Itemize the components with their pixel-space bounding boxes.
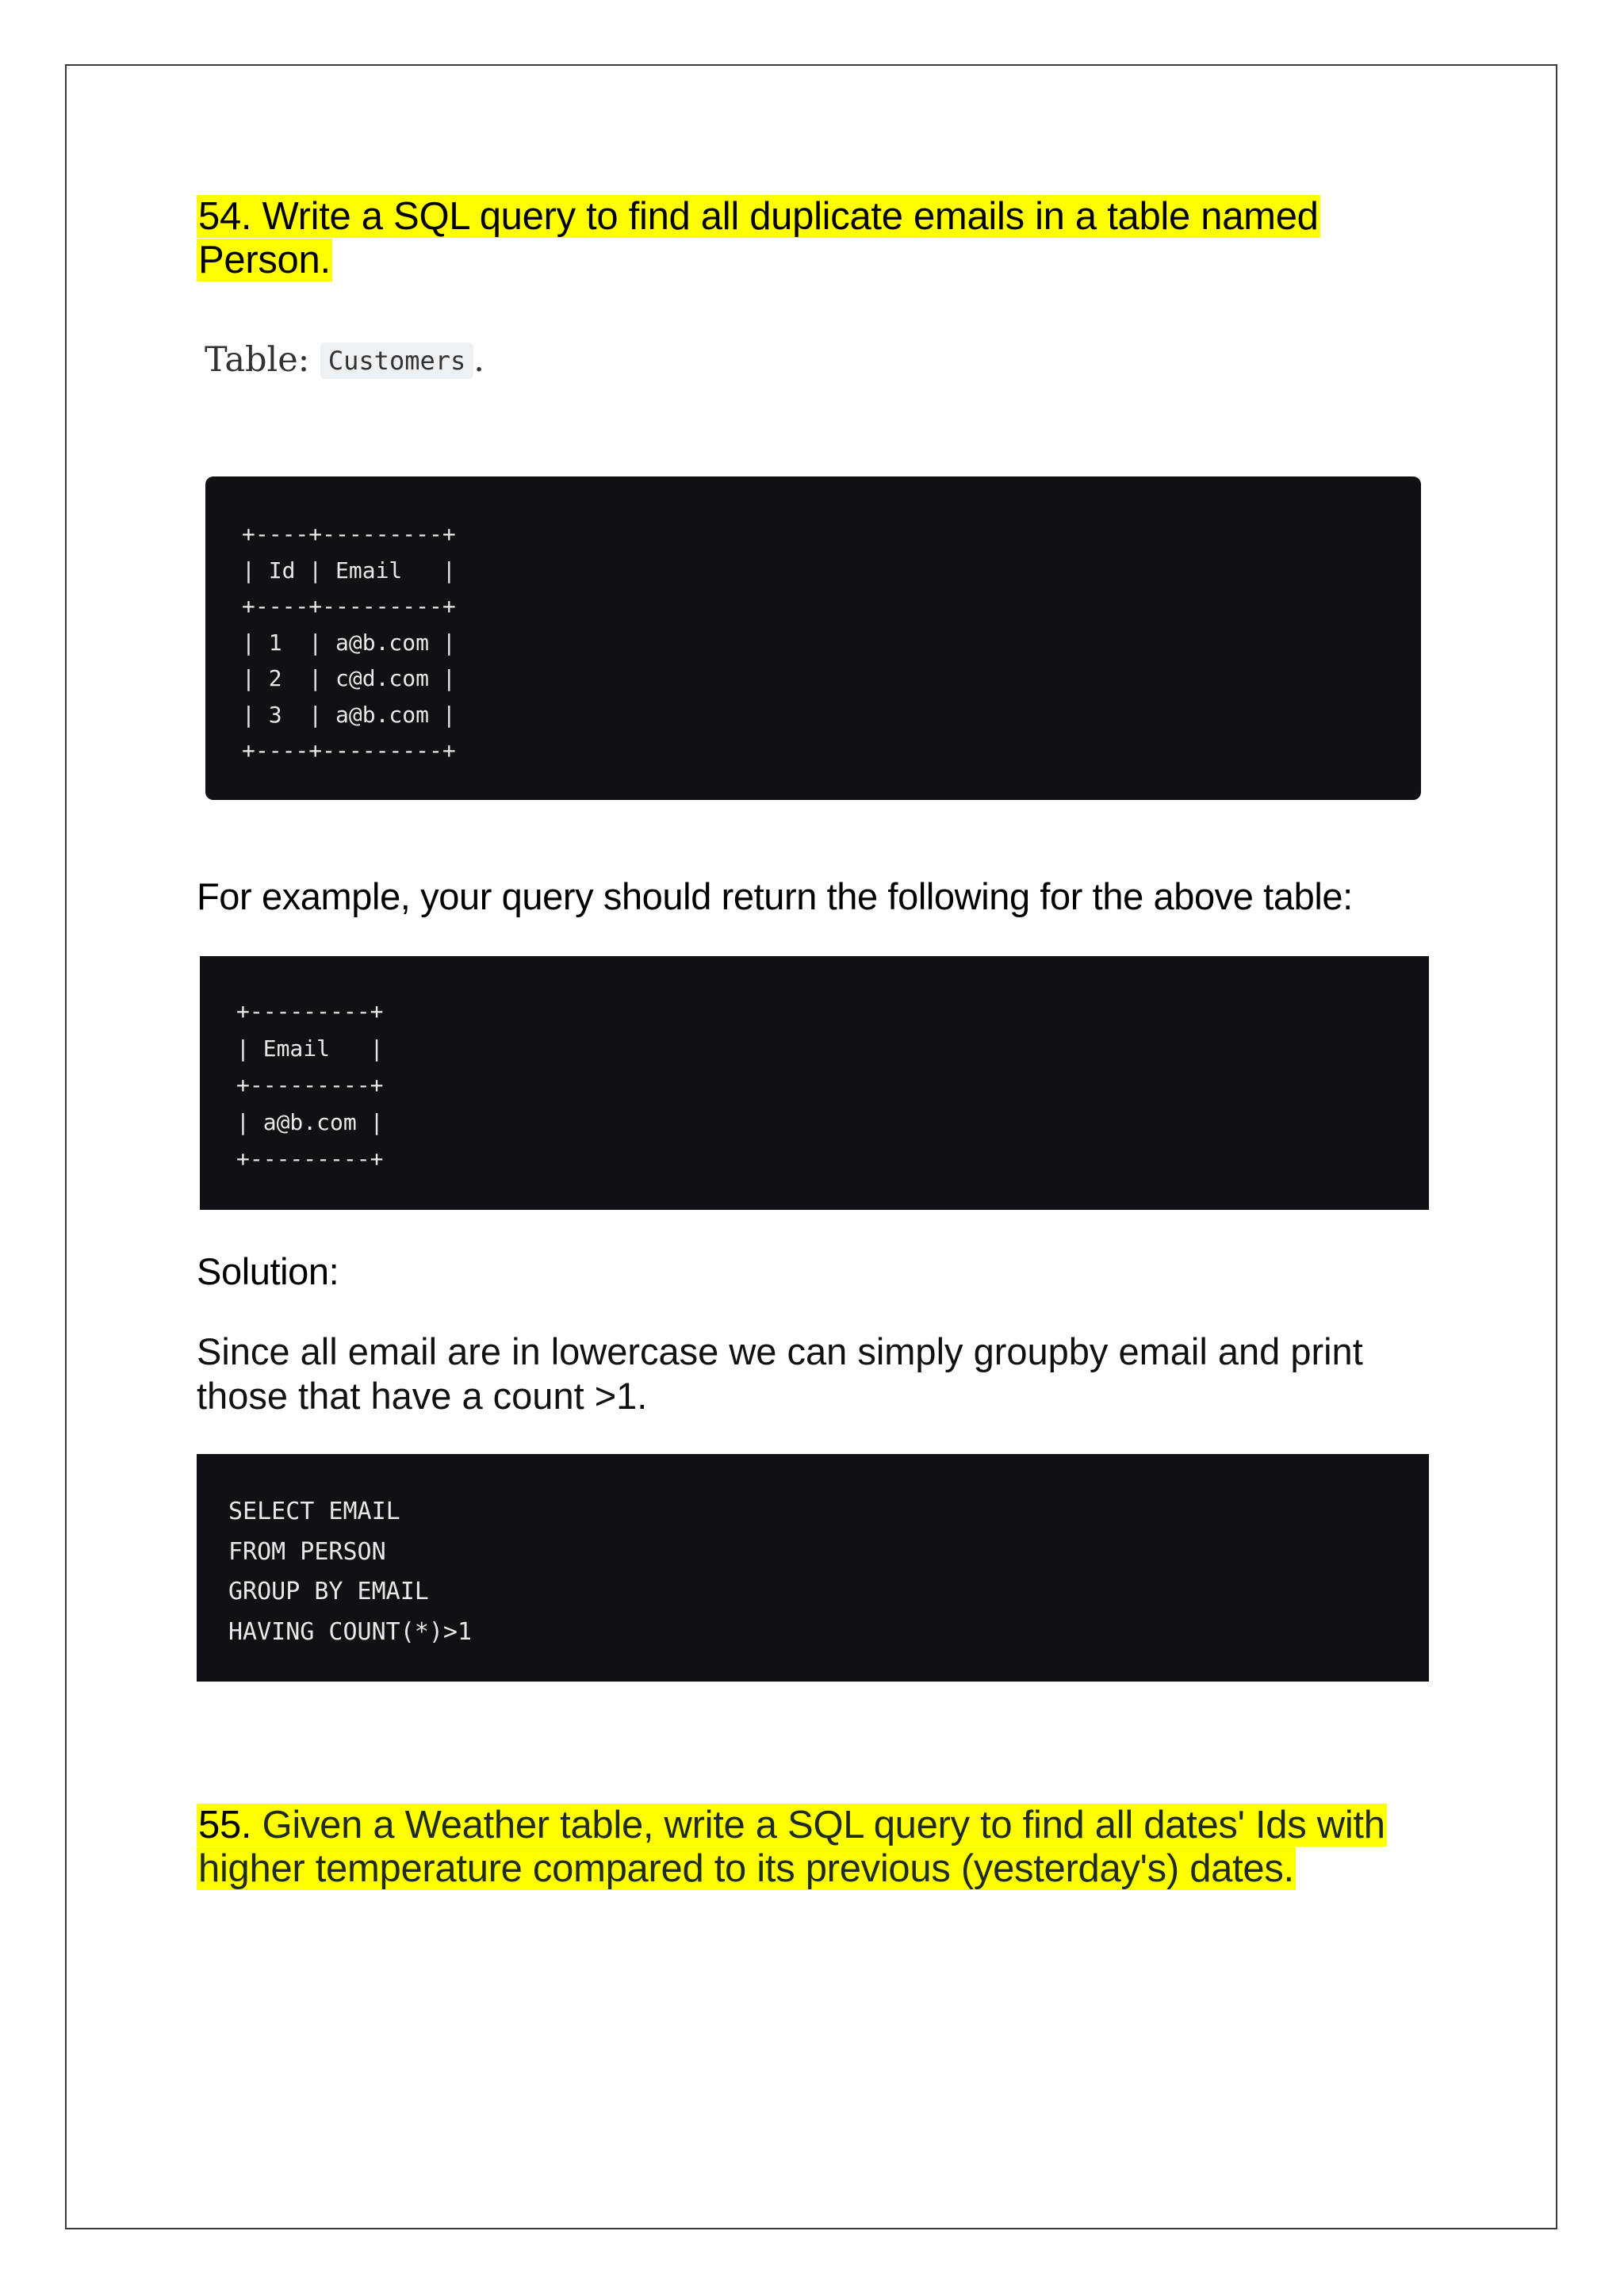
solution-text: Since all email are in lowercase we can simply groupby email and print those that have a count >1.	[197, 1330, 1363, 1417]
question-54-heading	[197, 195, 1410, 282]
output-table-code-block: +---------+ | Email | +---------+ | a@b.com | +---------+	[200, 956, 1429, 1210]
solution-heading: Solution:	[197, 1250, 339, 1292]
table-name-inline-code: Customers	[320, 342, 473, 379]
question-55-heading	[197, 1804, 1410, 1891]
question-54-highlight	[197, 195, 1320, 281]
question-54-text: Write a SQL query to find all duplicate emails in a table named Person.	[198, 195, 1319, 281]
solution-sql-code-block: SELECT EMAIL FROM PERSON GROUP BY EMAIL HAVING COUNT(*)>1	[197, 1454, 1429, 1682]
table-label-suffix: .	[473, 340, 485, 380]
input-table-code-block: +----+---------+ | Id | Email | +----+---------+ | 1 | a@b.com | | 2 | c@d.com | | 3 | a@b.com | +----+---------+	[205, 476, 1421, 800]
question-55-highlight	[197, 1804, 1387, 1890]
question-55-number: 55.	[198, 1804, 252, 1846]
example-intro-text: For example, your query should return the following for the above table:	[197, 875, 1353, 917]
table-label-prefix: Table:	[205, 340, 310, 380]
table-label	[205, 336, 485, 385]
question-54-number: 54.	[198, 195, 252, 238]
question-55-text: Given a Weather table, write a SQL query to find all dates' Ids with higher temperature compared to its previous (yesterday's) dates.	[198, 1804, 1385, 1890]
